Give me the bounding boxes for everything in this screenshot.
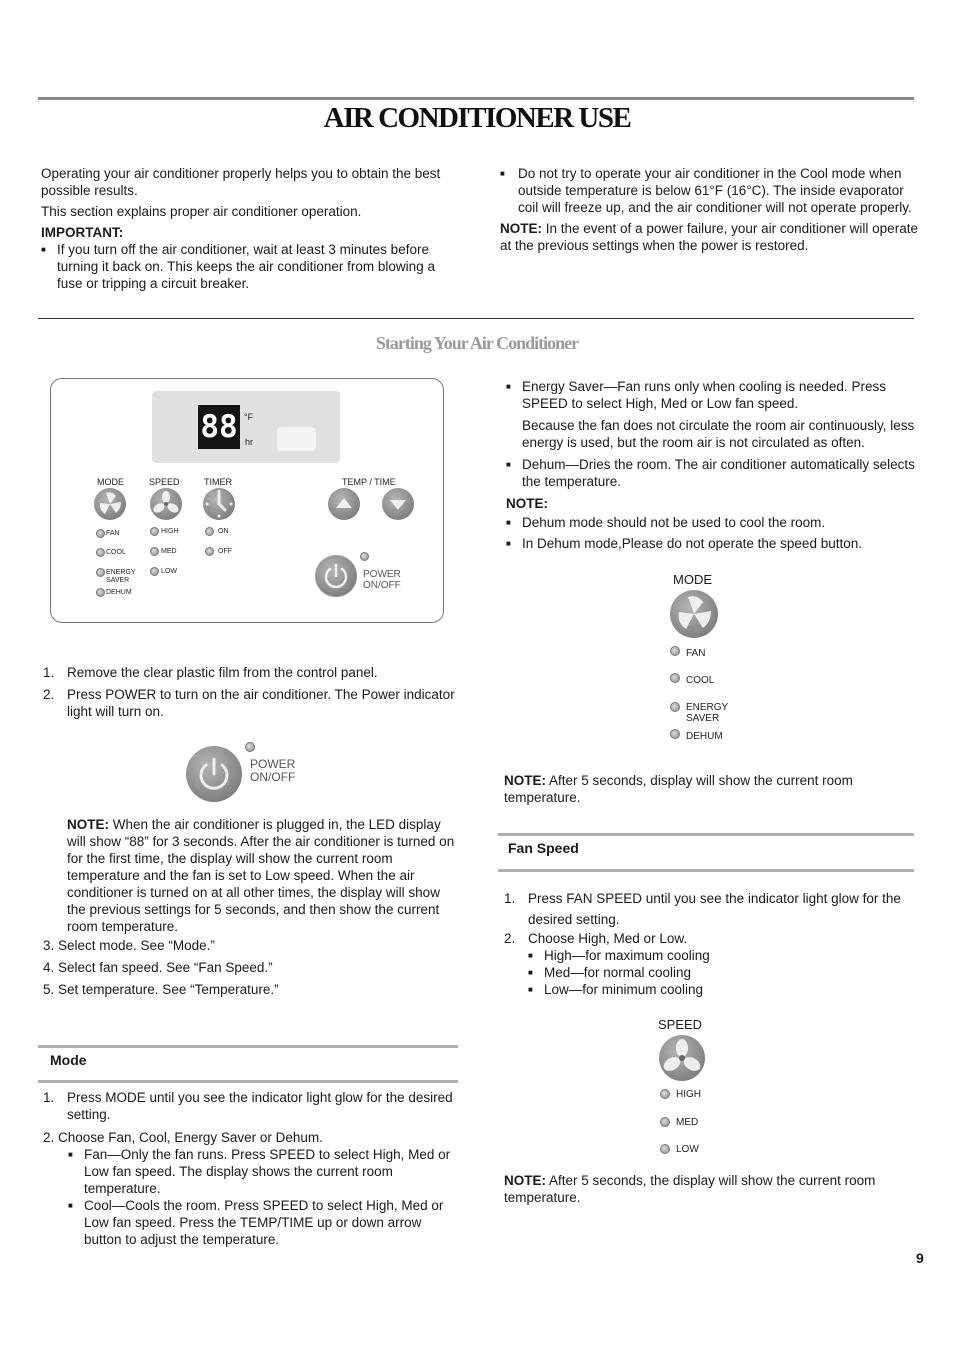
fan-note [504,1172,904,1206]
fan-bullet-high: ■ High—for maximum cooling [528,947,914,964]
lcd-unit-f: °F [244,412,254,422]
mode-step-1: 1. Press MODE until you see the indicator light glow for the desired setting. [43,1090,453,1122]
fan-bullet-low: ■ Low—for minimum cooling [528,981,914,998]
mode-note [504,772,904,806]
mode-figure-button [670,590,718,638]
fan-icon [659,1035,705,1081]
arrow-up-icon [328,488,360,520]
page-number: 9 [916,1250,924,1266]
panel-power-light [360,552,369,561]
panel-power-label-1: POWER [363,569,401,580]
speed-figure-med-light [660,1117,670,1127]
panel-mode-label: MODE [97,477,124,487]
fan-speed-heading: Fan Speed [508,840,579,856]
step-5: 5. Set temperature. See “Temperature.” [43,982,279,997]
section-subtitle: Starting Your Air Conditioner [375,333,579,353]
top-rule [38,97,914,100]
mode-figure-energy-text: ENERGY SAVER [686,702,729,724]
lcd-display [152,391,340,463]
panel-mode-dehum-text: DEHUM [106,589,132,596]
start-note-text: NOTE: When the air conditioner is plugged in, the LED display will show “88” for 3 seconds. After the air conditioner is turned on for the first time, the display will show the current room temperature and the fan is set to Low speed. When the air conditioner is turned on at all other times, the display will show the previous settings for 5 seconds, and then show the current room temperature. [67,817,455,934]
speed-figure-high-light [660,1089,670,1099]
panel-speed-med-light [150,547,159,556]
panel-speed-label: SPEED [149,477,180,487]
power-figure-label-2: ON/OFF [250,770,296,784]
panel-timer-on-light [205,527,214,536]
lcd-digits: 88 [198,405,240,449]
mode-steps [43,1089,461,1248]
fan-icon [150,488,182,520]
mode-figure-fan-light [670,646,680,656]
fan-blades-icon [94,488,126,520]
start-note [67,816,460,935]
fan-step-2: 2. Choose High, Med or Low. [504,931,688,946]
mode-bullet-dehum: ■ Dehum—Dries the room. The air conditioner automatically selects the temperature. [506,456,916,490]
power-icon [186,746,242,802]
panel-mode-dehum-light [96,588,105,597]
fan-blades-icon [670,590,718,638]
step-1: 1. Remove the clear plastic film from the control panel. [43,665,378,680]
right-mode-bullets [506,378,916,552]
mode-figure-cool-light [670,673,680,683]
intro-note: NOTE: In the event of a power failure, your air conditioner will operate at the previous settings when the power is restored. [500,221,918,253]
dehum-note-label: NOTE: [506,496,548,511]
lcd-unit-hr: hr [245,437,254,447]
important-label: IMPORTANT: [41,225,124,240]
arrow-down-icon [382,488,414,520]
page-title: AIR CONDITIONER USE [323,102,631,134]
panel-timer-button[interactable] [203,488,235,520]
step-2: 2. Press POWER to turn on the air conditioner. The Power indicator light will turn on. [43,687,455,719]
power-figure-button [186,746,242,802]
speed-figure-low-text: LOW [676,1144,699,1155]
mode-figure-energy-light [670,702,680,712]
panel-timer-on-text: ON [218,528,229,535]
mode-figure-fan-text: FAN [686,648,706,659]
panel-temp-time-label: TEMP / TIME [342,477,396,487]
mode-heading-top-bar [38,1045,458,1048]
fan-heading-top-bar [498,833,914,836]
speed-figure-low-light [660,1144,670,1154]
panel-mode-energy-text: ENERGY SAVER [106,569,136,584]
fan-heading-bottom-bar [498,869,914,872]
panel-speed-low-light [150,567,159,576]
speed-figure-high-text: HIGH [676,1089,701,1100]
panel-mode-cool-text: COOL [106,549,126,556]
power-icon [315,555,357,597]
panel-mode-cool-light [96,548,105,557]
intro-paragraph-1: Operating your air conditioner properly helps you to obtain the best possible results. [41,166,441,198]
speed-figure-label: SPEED [658,1017,703,1032]
mode-heading: Mode [50,1052,87,1068]
fan-bullet-med: ■ Med—for normal cooling [528,964,914,981]
panel-mode-button[interactable] [94,488,126,520]
energy-paragraph-2: Because the fan does not circulate the room air continuously, less energy is used, but the room air is not circulated as often. [522,418,915,450]
step-3: 3. Select mode. See “Mode.” [43,938,215,953]
mode-step-2: 2. Choose Fan, Cool, Energy Saver or Dehum. [43,1130,323,1145]
panel-speed-button[interactable] [150,488,182,520]
mode-figure-cool-text: COOL [686,675,715,686]
mode-bullet-cool: ■ Cool—Cools the room. Press SPEED to select High, Med or Low fan speed. Press the TEMP/TIME up or down arrow button to adjust the temperature. [68,1197,461,1248]
panel-mode-fan-light [96,529,105,538]
speed-figure-med-text: MED [676,1117,699,1128]
mode-bullet-fan: ■ Fan—Only the fan runs. Press SPEED to select High, Med or Low fan speed. The display shows the current room temperature. [68,1146,461,1197]
panel-speed-med-text: MED [161,548,177,555]
panel-temp-down-button[interactable] [382,488,414,520]
speed-figure-button [659,1035,705,1081]
panel-timer-off-text: OFF [218,548,232,555]
panel-speed-high-light [150,527,159,536]
mode-figure-dehum-text: DEHUM [686,731,723,742]
panel-timer-label: TIMER [204,477,232,487]
power-figure-label-1: POWER [250,757,296,771]
start-steps [43,664,458,720]
panel-mode-energy-light [96,568,105,577]
panel-power-button[interactable] [315,555,357,597]
fan-step-1: 1. Press FAN SPEED until you see the indicator light glow for the desired setting. [504,891,901,927]
start-steps-more [43,937,458,998]
important-bullet-2: ■ Do not try to operate your air conditioner in the Cool mode when outside temperature is below 61°F (16°C). The inside evaporator coil will freeze up, and the air conditioner will not operate properly. [500,165,920,216]
panel-temp-up-button[interactable] [328,488,360,520]
mode-heading-bottom-bar [38,1080,458,1083]
fan-steps [504,888,914,998]
intro-right [500,165,920,254]
important-bullet-1: ■ If you turn off the air conditioner, wait at least 3 minutes before turning it back on. This keeps the air conditioner from blowing a fuse or tripping a circuit breaker. [41,241,461,292]
panel-speed-high-text: HIGH [161,528,179,535]
intro-paragraph-2: This section explains proper air conditioner operation. [41,204,362,219]
mode-note-text: NOTE: After 5 seconds, display will show the current room temperature. [504,773,853,805]
mode-figure-label: MODE [673,572,712,587]
panel-mode-fan-text: FAN [106,530,120,537]
intro-left [41,165,461,292]
dehum-note-2: ■ In Dehum mode,Please do not operate the speed button. [506,535,916,552]
panel-power-label-2: ON/OFF [363,580,401,591]
clock-icon [203,488,235,520]
section-rule [38,318,914,319]
dehum-note-1: ■ Dehum mode should not be used to cool the room. [506,514,916,531]
control-panel-figure [50,378,444,623]
fan-note-text: NOTE: After 5 seconds, the display will show the current room temperature. [504,1173,876,1205]
step-4: 4. Select fan speed. See “Fan Speed.” [43,960,273,975]
mode-bullet-energy: ■ Energy Saver—Fan runs only when cooling is needed. Press SPEED to select High, Med or Low fan speed. [506,378,916,412]
panel-speed-low-text: LOW [161,568,177,575]
mode-figure-dehum-light [670,729,680,739]
power-figure-light [245,742,255,752]
panel-timer-off-light [205,547,214,556]
lcd-indicator-box [277,427,316,451]
